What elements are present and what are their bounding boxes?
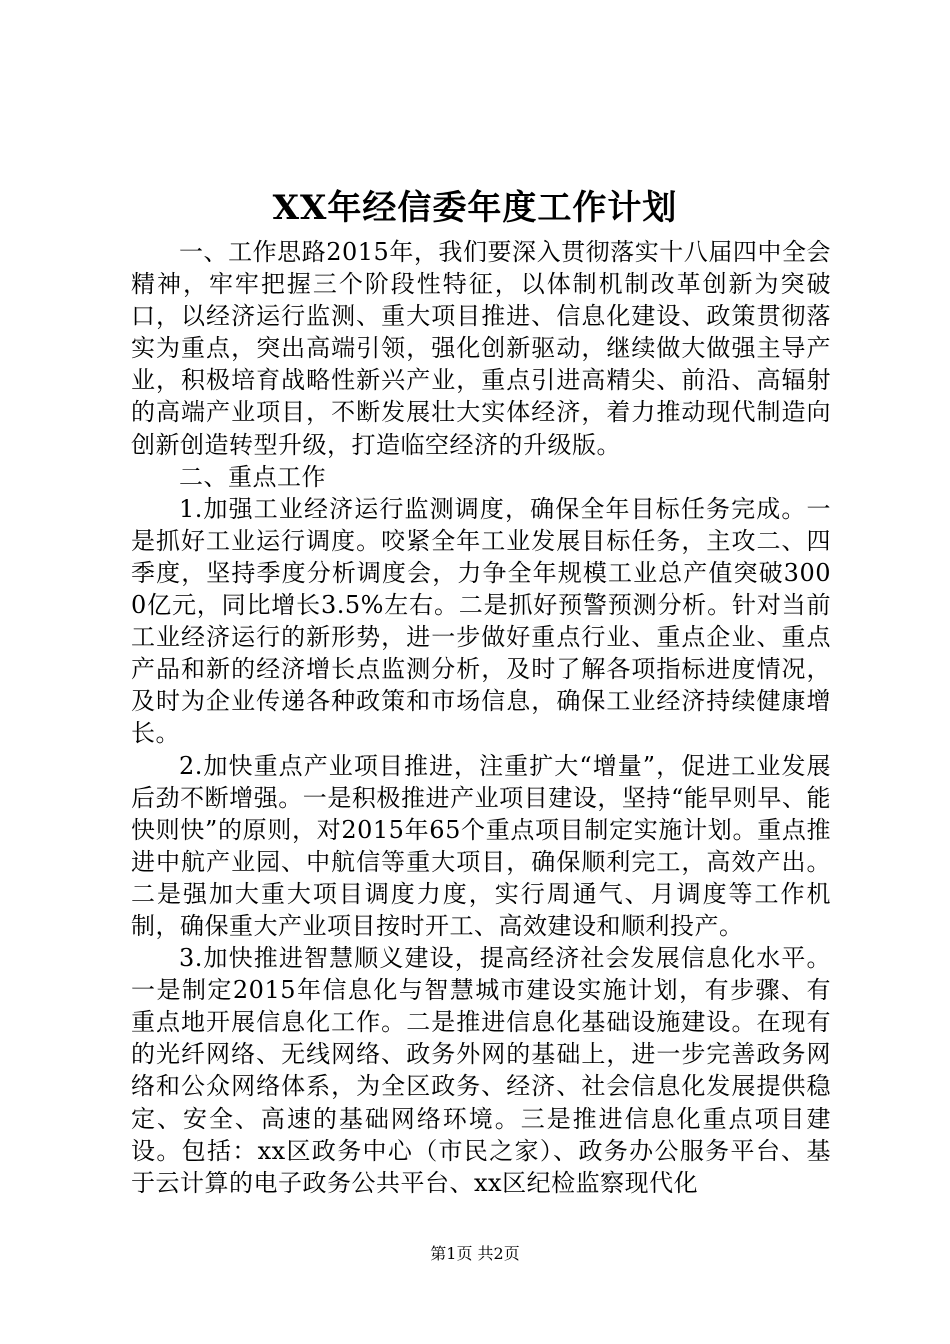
- paragraph-item-1: 1.加强工业经济运行监测调度，确保全年目标任务完成。一是抓好工业运行调度。咬紧全年工业发展目标任务，主攻二、四季度，坚持季度分析调度会，力争全年规模工业总产值突破3000亿元，同比增长3.5%左右。二是抓好预警预测分析。针对当前工业经济运行的新形势，进一步做好重点行业、重点企业、重点产品和新的经济增长点监测分析，及时了解各项指标进度情况，及时为企业传递各种政策和市场信息，确保工业经济持续健康增长。: [131, 494, 831, 748]
- document-title: XX年经信委年度工作计划: [272, 188, 678, 228]
- paragraph-item-2: 2.加快重点产业项目推进，注重扩大“增量”，促进工业发展后劲不断增强。一是积极推进产业项目建设，坚持“能早则早、能快则快”的原则，对2015年65个重点项目制定实施计划。重点推进中航产业园、中航信等重大项目，确保顺利完工，高效产出。二是强加大重大项目调度力度，实行周通气、月调度等工作机制，确保重大产业项目按时开工、高效建设和顺利投产。: [131, 751, 831, 940]
- paragraph-work-approach: 一、工作思路2015年，我们要深入贯彻落实十八届四中全会精神，牢牢把握三个阶段性特征，以体制机制改革创新为突破口，以经济运行监测、重大项目推进、信息化建设、政策贯彻落实为重点，突出高端引领，强化创新驱动，继续做大做强主导产业，积极培育战略性新兴产业，重点引进高精尖、前沿、高辐射的高端产业项目，不断发展壮大实体经济，着力推动现代制造向创新创造转型升级，打造临空经济的升级版。: [131, 238, 831, 459]
- paragraph-key-work-heading: 二、重点工作: [179, 462, 326, 491]
- document-body: [131, 236, 831, 1199]
- page-number-footer: 第1页 共2页: [430, 1244, 520, 1263]
- paragraph-item-3: 3.加快推进智慧顺义建设，提高经济社会发展信息化水平。一是制定2015年信息化与智慧城市建设实施计划，有步骤、有重点地开展信息化工作。二是推进信息化基础设施建设。在现有的光纤网络、无线网络、政务外网的基础上，进一步完善政务网络和公众网络体系，为全区政务、经济、社会信息化发展提供稳定、安全、高速的基础网络环境。三是推进信息化重点项目建设。包括：xx区政务中心（市民之家）、政务办公服务平台、基于云计算的电子政务公共平台、xx区纪检监察现代化: [131, 944, 831, 1197]
